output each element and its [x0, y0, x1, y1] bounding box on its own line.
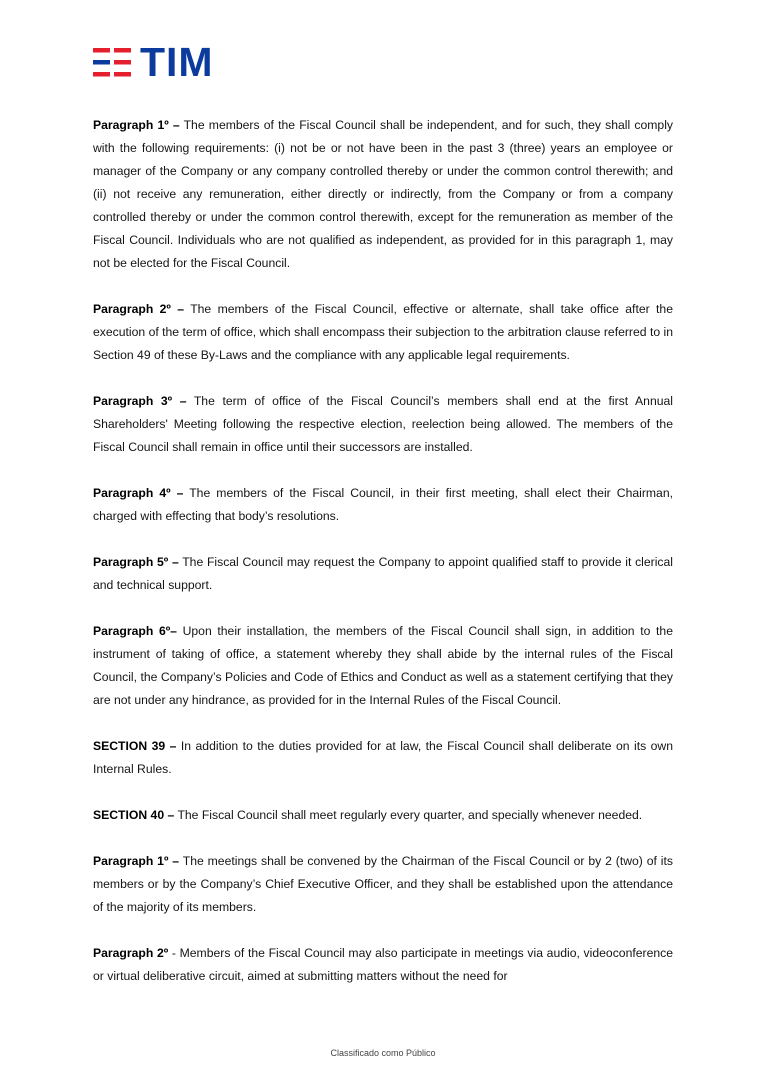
- paragraph-text: The Fiscal Council may request the Company to appoint qualified staff to provide it clerical and technical support.: [93, 555, 673, 592]
- section-text: In addition to the duties provided for at law, the Fiscal Council shall deliberate on its own Internal Rules.: [93, 739, 674, 776]
- paragraph: [93, 850, 673, 919]
- paragraph: [93, 482, 673, 528]
- paragraph-label: Paragraph 2º –: [93, 302, 185, 316]
- paragraph-text: The term of office of the Fiscal Council’s members shall end at the first Annual Shareholders' Meeting following the respective election, reelection being allowed. The members of the Fiscal Council shall remain in office until their successors are installed.: [93, 394, 673, 454]
- paragraph: [93, 551, 673, 597]
- paragraph-text: - Members of the Fiscal Council may also participate in meetings via audio, videoconference or virtual deliberative circuit, aimed at submitting matters without the need for: [93, 946, 673, 983]
- section-label: SECTION 40 –: [93, 808, 175, 822]
- document-body: [93, 114, 673, 1011]
- logo-text: TIM: [140, 39, 214, 85]
- paragraph: [93, 114, 673, 275]
- tim-logo-mark-icon: [93, 45, 135, 79]
- paragraph-text: The meetings shall be convened by the Chairman of the Fiscal Council or by 2 (two) of its members or by the Company’s Chief Executive Officer, and they shall be established upon the attendance of the majority of its members.: [93, 854, 673, 914]
- paragraph-text: The members of the Fiscal Council, in their first meeting, shall elect their Chairman, charged with effecting that body’s resolutions.: [93, 486, 673, 523]
- paragraph-label: Paragraph 6º–: [93, 624, 177, 638]
- paragraph-label: Paragraph 1º –: [93, 854, 180, 868]
- paragraph-label: Paragraph 3º –: [93, 394, 187, 408]
- paragraph: [93, 620, 673, 712]
- classification-footer: Classificado como Público: [330, 1048, 436, 1058]
- paragraph-label: Paragraph 5º –: [93, 555, 179, 569]
- tim-logo: [93, 39, 214, 85]
- paragraph: [93, 942, 673, 988]
- section-text: The Fiscal Council shall meet regularly every quarter, and specially whenever needed.: [174, 808, 643, 822]
- paragraph-label: Paragraph 1º –: [93, 118, 180, 132]
- section-label: SECTION 39 –: [93, 739, 177, 753]
- paragraph-text: Upon their installation, the members of the Fiscal Council shall sign, in addition to the instrument of taking of office, a statement whereby they shall abide by the internal rules of the Fiscal Council, the Company’s Policies and Code of Ethics and Conduct as well as a statement certifying that they are not under any hindrance, as provided for in the Internal Rules of the Fiscal Council.: [93, 624, 673, 707]
- section-paragraph: [93, 804, 673, 827]
- paragraph-label: Paragraph 2º: [93, 946, 169, 960]
- paragraph: [93, 390, 673, 459]
- paragraph: [93, 298, 673, 367]
- paragraph-label: Paragraph 4º –: [93, 486, 184, 500]
- paragraph-text: The members of the Fiscal Council, effective or alternate, shall take office after the execution of the term of office, which shall encompass their subjection to the arbitration clause referred to in Section 49 of these By-Laws and the compliance with any applicable legal requirements.: [93, 302, 673, 362]
- section-paragraph: [93, 735, 673, 781]
- paragraph-text: The members of the Fiscal Council shall be independent, and for such, they shall comply with the following requirements: (i) not be or not have been in the past 3 (three) years an employee or manager of the Company or any company controlled thereby or under the common control therewith; and (ii) not receive any remuneration, either directly or indirectly, from the Company or from a company controlled thereby or under the common control therewith, except for the remuneration as member of the Fiscal Council. Individuals who are not qualified as independent, as provided for in this paragraph 1, may not be elected for the Fiscal Council.: [93, 118, 673, 270]
